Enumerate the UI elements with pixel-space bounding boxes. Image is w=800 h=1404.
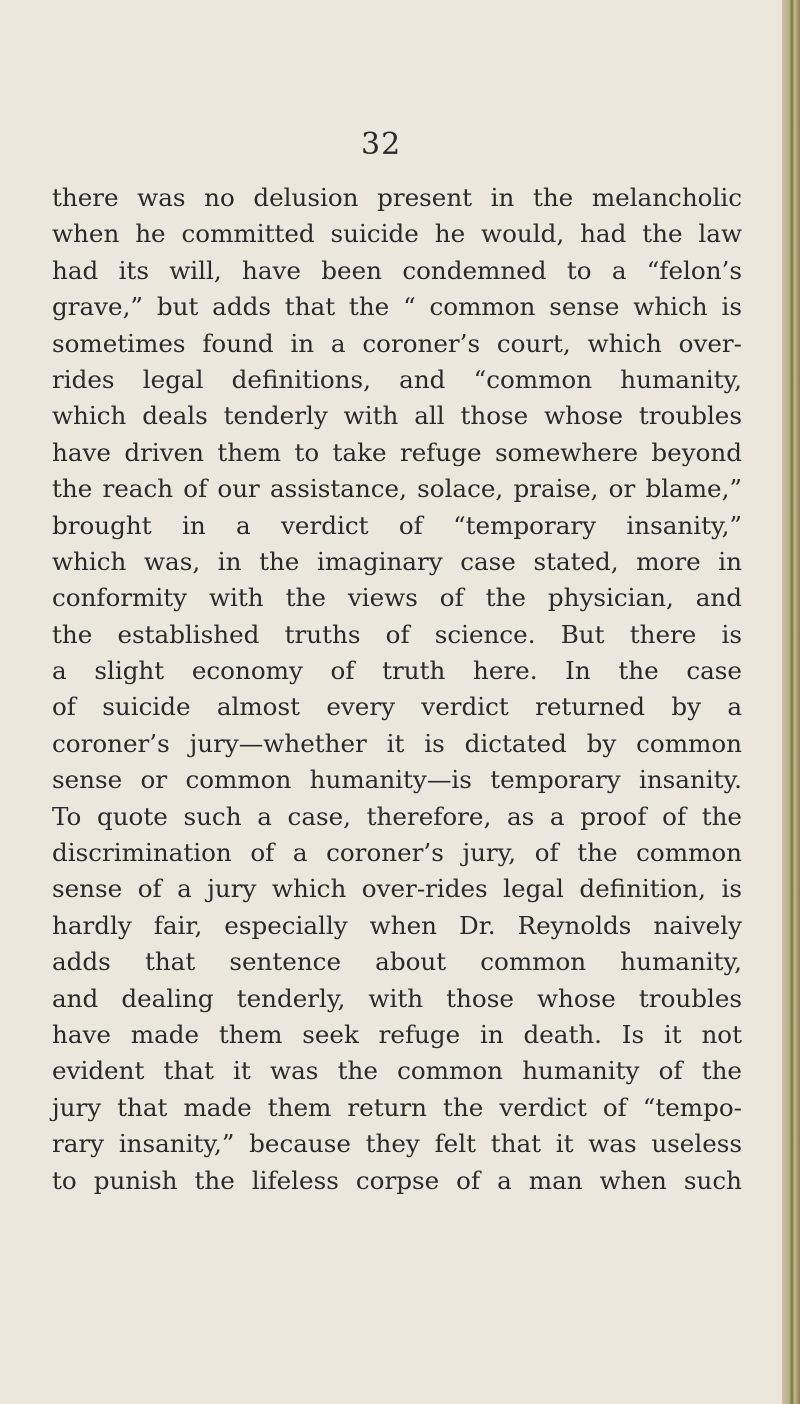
text-line: coroner’s jury—whether it is dictated by common <box>52 728 742 758</box>
text-line: sense or common humanity—is temporary insanity. <box>52 765 742 795</box>
text-line: rides legal definitions, and “common humanity, <box>52 364 742 394</box>
text-line: the established truths of science. But there is <box>52 619 742 649</box>
text-line: sense of a jury which over-rides legal definition, is <box>52 874 742 904</box>
text-line: sometimes found in a coroner’s court, which over- <box>52 328 742 358</box>
text-line: the reach of our assistance, solace, praise, or blame,” <box>52 474 742 504</box>
text-line: have driven them to take refuge somewhere beyond <box>52 437 742 467</box>
text-line: rary insanity,” because they felt that it was useless <box>52 1129 742 1159</box>
text-line: evident that it was the common humanity of the <box>52 1056 742 1086</box>
text-line: which deals tenderly with all those whose troubles <box>52 401 742 431</box>
text-line: and dealing tenderly, with those whose troubles <box>52 983 742 1013</box>
text-line: jury that made them return the verdict of “tempo- <box>52 1092 742 1122</box>
page-edge <box>782 0 800 1404</box>
text-line: grave,” but adds that the “ common sense which is <box>52 292 742 322</box>
body-text <box>52 180 742 1199</box>
text-line: have made them seek refuge in death. Is it not <box>52 1019 742 1049</box>
text-line: which was, in the imaginary case stated, more in <box>52 546 742 576</box>
text-line: to punish the lifeless corpse of a man when such <box>52 1165 742 1195</box>
text-line: adds that sentence about common humanity, <box>52 947 742 977</box>
text-line: discrimination of a coroner’s jury, of the common <box>52 838 742 868</box>
text-line: had its will, have been condemned to a “felon’s <box>52 255 742 285</box>
text-line: hardly fair, especially when Dr. Reynolds naively <box>52 910 742 940</box>
text-line: of suicide almost every verdict returned by a <box>52 692 742 722</box>
text-line: there was no delusion present in the melancholic <box>52 183 742 212</box>
text-line: brought in a verdict of “temporary insanity,” <box>52 510 742 540</box>
text-line: conformity with the views of the physician, and <box>52 583 742 613</box>
page-number: 32 <box>361 127 402 162</box>
text-line: To quote such a case, therefore, as a proof of the <box>52 801 742 831</box>
text-line: a slight economy of truth here. In the case <box>52 656 742 686</box>
text-line: when he committed suicide he would, had the law <box>52 219 742 249</box>
